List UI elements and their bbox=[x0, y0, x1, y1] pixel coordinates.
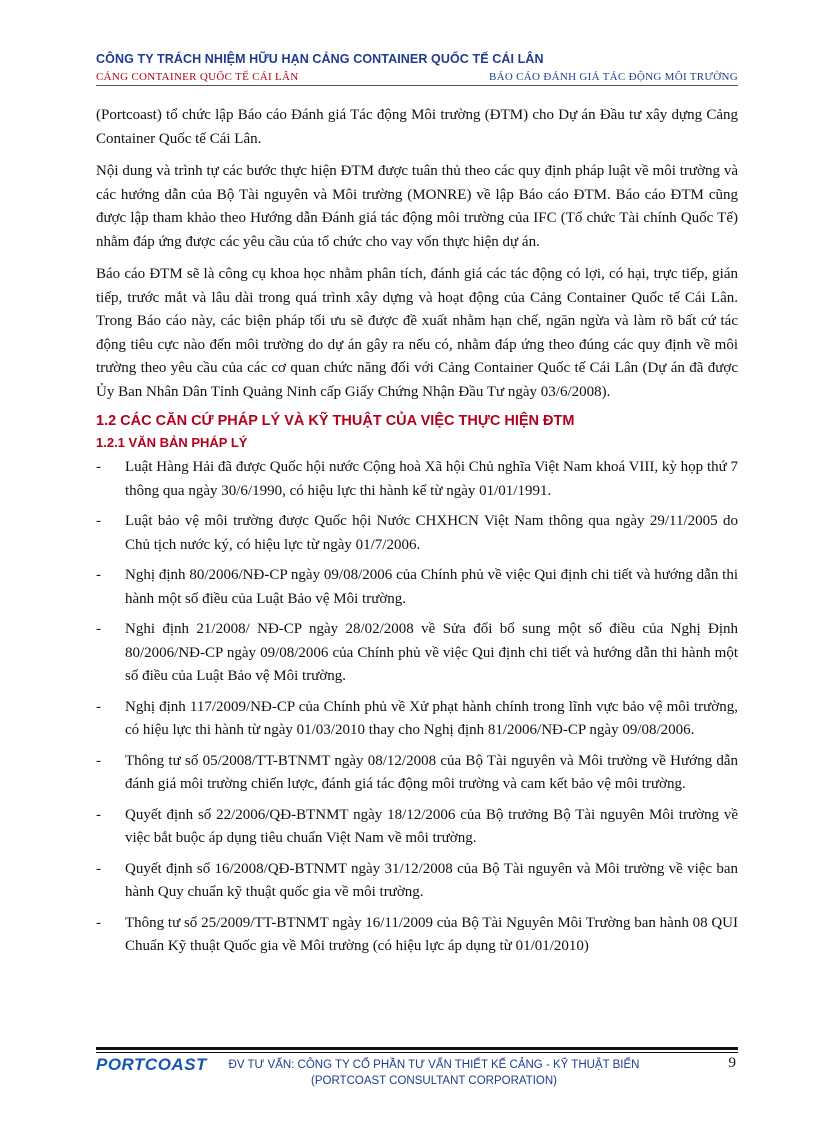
paragraph: Nội dung và trình tự các bước thực hiện ĐTM được tuân thủ theo các quy định pháp luật về môi trường và các hướng dẫn của Bộ Tài nguyên và Môi trường (MONRE) về lập Báo cáo ĐTM. Báo cáo ĐTM cũng được lập tham khảo theo Hướng dẫn Đánh giá tác động môi trường của IFC (Tổ chức Tài chính Quốc Tế) nhằm đáp ứng được các yêu cầu của tổ chức cho vay vốn thực hiện dự án. bbox=[96, 163, 738, 250]
portcoast-logo: PORTCOAST bbox=[96, 1055, 207, 1074]
paragraph: Báo cáo ĐTM sẽ là công cụ khoa học nhằm phân tích, đánh giá các tác động có lợi, có hại, trực tiếp, gián tiếp, trước mắt và lâu dài trong quá trình xây dựng và hoạt động của Cảng Container Quốc tế Cái Lân. Trong Báo cáo này, các biện pháp tối ưu sẽ được đề xuất nhằm hạn chế, ngăn ngừa và làm rõ bất cứ tác động tiêu cực nào đến môi trường do dự án gây ra nếu có, nhằm đáp ứng theo đúng các quy định về môi trường theo yêu cầu của các cơ quan chức năng đối với Cảng Container Quốc tế Cái Lân (Dự án đã được Ủy Ban Nhân Dân Tỉnh Quảng Ninh cấp Giấy Chứng Nhận Đầu Tư ngày 03/6/2008). bbox=[96, 266, 738, 400]
footer-line-2: (PORTCOAST CONSULTANT CORPORATION) bbox=[311, 1075, 557, 1087]
bullet-dash: - bbox=[96, 752, 101, 769]
footer-consultant-info bbox=[214, 1057, 654, 1089]
list-item-text: Thông tư số 25/2009/TT-BTNMT ngày 16/11/2009 của Bộ Tài Nguyên Môi Trường ban hành 08 QUI Chuẩn Kỹ thuật Quốc gia về Môi trường (có hiệu lực áp dụng từ 01/01/2010) bbox=[125, 914, 738, 954]
paragraph: (Portcoast) tổ chức lập Báo cáo Đánh giá Tác động Môi trường (ĐTM) cho Dự án Đầu tư xây dựng Cảng Container Quốc tế Cái Lân. bbox=[96, 107, 738, 147]
bullet-dash: - bbox=[96, 621, 101, 637]
list-item bbox=[96, 912, 738, 959]
list-item-text: Nghị định 80/2006/NĐ-CP ngày 09/08/2006 của Chính phủ về việc Qui định chi tiết và hướng dẫn thi hành một số điều của Luật Bảo vệ Môi trường. bbox=[125, 567, 738, 607]
list-item-text: Quyết định số 22/2006/QĐ-BTNMT ngày 18/12/2006 của Bộ trưởng Bộ Tài nguyên Môi trường về việc bắt buộc áp dụng tiêu chuẩn Việt Nam về môi trường. bbox=[125, 806, 738, 846]
list-item bbox=[96, 858, 738, 905]
bullet-dash: - bbox=[96, 914, 101, 931]
subsection-heading: 1.2.1 VĂN BẢN PHÁP LÝ bbox=[96, 435, 248, 450]
list-item-text: Nghị định 117/2009/NĐ-CP của Chính phủ về Xử phạt hành chính trong lĩnh vực bảo vệ môi trường, có hiệu lực thi hành từ ngày 01/03/2010 thay cho Nghị định 81/2006/NĐ-CP ngày 09/08/2006. bbox=[125, 698, 738, 738]
page-footer bbox=[96, 1047, 738, 1097]
header-left-title: CẢNG CONTAINER QUỐC TẾ CÁI LÂN bbox=[96, 71, 299, 83]
bullet-dash: - bbox=[96, 806, 101, 823]
header-company-name: CÔNG TY TRÁCH NHIỆM HỮU HẠN CẢNG CONTAINER QUỐC TẾ CÁI LÂN bbox=[96, 52, 544, 66]
list-item-text: Luật Hàng Hải đã được Quốc hội nước Cộng hoà Xã hội Chủ nghĩa Việt Nam khoá VIII, kỳ họp thứ 7 thông qua ngày 30/6/1990, có hiệu lực thi hành kể từ ngày 01/01/1991. bbox=[125, 459, 738, 499]
footer-line-1: ĐV TƯ VẤN: CÔNG TY CỔ PHẦN TƯ VẤN THIẾT KẾ CẢNG - KỸ THUẬT BIỂN bbox=[228, 1059, 640, 1071]
list-item bbox=[96, 618, 738, 689]
list-item bbox=[96, 456, 738, 503]
list-item bbox=[96, 564, 738, 611]
list-item bbox=[96, 750, 738, 797]
page-number: 9 bbox=[728, 1055, 736, 1071]
list-item-text: Luật bảo vệ môi trường được Quốc hội Nước CHXHCN Việt Nam thông qua ngày 29/11/2005 do Chủ tịch nước ký, có hiệu lực từ ngày 01/7/2006. bbox=[125, 513, 738, 553]
bullet-dash: - bbox=[96, 459, 101, 475]
bullet-dash: - bbox=[96, 698, 101, 715]
list-item bbox=[96, 696, 738, 743]
footer-thin-rule bbox=[96, 1052, 738, 1053]
legal-documents-list bbox=[96, 456, 738, 959]
header-bar bbox=[96, 71, 738, 86]
list-item bbox=[96, 510, 738, 557]
section-heading: 1.2 CÁC CĂN CỨ PHÁP LÝ VÀ KỸ THUẬT CỦA VIỆC THỰC HIỆN ĐTM bbox=[96, 413, 575, 429]
bullet-dash: - bbox=[96, 513, 101, 529]
list-item-text: Nghi định 21/2008/ NĐ-CP ngày 28/02/2008 về Sửa đổi bổ sung một số điều của Nghị Định 80/2006/NĐ-CP ngày 09/08/2006 của Chính phủ về việc Qui định chi tiết và hướng dẫn thi hành một số điều của Luật Bảo vệ Môi trường. bbox=[125, 621, 738, 684]
footer-thick-rule bbox=[96, 1047, 738, 1050]
list-item bbox=[96, 804, 738, 851]
header-right-title: BÁO CÁO ĐÁNH GIÁ TÁC ĐỘNG MÔI TRƯỜNG bbox=[488, 71, 738, 83]
page-content bbox=[96, 104, 738, 966]
bullet-dash: - bbox=[96, 860, 101, 877]
list-item-text: Quyết định số 16/2008/QĐ-BTNMT ngày 31/12/2008 của Bộ Tài nguyên và Môi trường về việc ban hành Quy chuẩn kỹ thuật quốc gia về môi trường. bbox=[125, 860, 738, 900]
list-item-text: Thông tư số 05/2008/TT-BTNMT ngày 08/12/2008 của Bộ Tài nguyên và Môi trường về Hướng dẫn đánh giá môi trường chiến lược, đánh giá tác động môi trường và cam kết bảo vệ môi trường. bbox=[125, 752, 738, 792]
bullet-dash: - bbox=[96, 567, 101, 583]
